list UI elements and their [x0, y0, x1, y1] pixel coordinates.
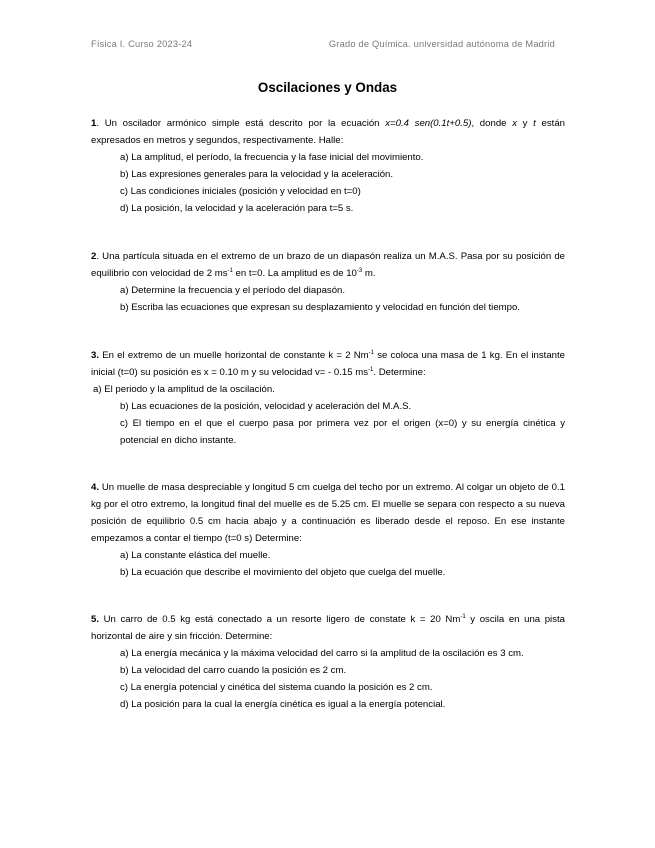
problem-5	[91, 611, 565, 713]
list-item: b) Escriba las ecuaciones que expresan su desplazamiento y velocidad en función del tiempo.	[120, 302, 520, 313]
problem-number: 2	[91, 251, 97, 262]
list-item: a) El periodo y la amplitud de la oscilación.	[93, 384, 275, 395]
list-item: b) Las ecuaciones de la posición, velocidad y aceleración del M.A.S.	[120, 401, 412, 412]
list-item: c) La energía potencial y cinética del sistema cuando la posición es 2 cm.	[120, 682, 433, 693]
problem-number: 3.	[91, 350, 100, 361]
problem-4	[91, 479, 565, 581]
problem-1	[91, 115, 565, 217]
list-item: a) La amplitud, el período, la frecuencia y la fase inicial del movimiento.	[120, 152, 424, 163]
list-item: c) Las condiciones iniciales (posición y velocidad en t=0)	[120, 186, 361, 197]
problem-statement: 3. En el extremo de un muelle horizontal de constante k = 2 $Nm^{-1}$ se coloca una masa de 1 kg. En el instante inicial (t=0) su posición es x = 0.10 m y su velocidad v= - 0.15 $ms^{-1}$. Determine:	[91, 349, 566, 378]
subquestion-list	[91, 547, 565, 581]
header-course: Física I. Curso 2023-24	[91, 39, 193, 49]
problem-number: 4.	[91, 482, 100, 493]
document-title: Oscilaciones y Ondas	[257, 80, 398, 95]
problem-number: 1	[91, 118, 97, 129]
header-institution: Grado de Química. universidad autónoma de Madrid	[328, 39, 555, 49]
list-item: a) Determine la frecuencia y el período del diapasón.	[120, 285, 346, 296]
problem-statement: 4. Un muelle de masa despreciable y longitud 5 cm cuelga del techo por un extremo. Al colgar un objeto de 0.1 kg por el otro extremo, la longitud final del muelle es de 5.25 cm. El muelle se separa con respecto a su nueva posición de equilibrio 0.5 cm hacia abajo y a continuación es liberado desde el reposo. En ese instante empezamos a contar el tiempo (t=0 s) Determine:	[91, 482, 565, 544]
list-item: c) El tiempo en el que el cuerpo pasa por primera vez por el origen (x=0) y su energía cinética y potencial en dicho instante.	[120, 418, 565, 446]
problem-statement: 1. Un oscilador armónico simple está descrito por la ecuación x=0.4 sen(0.1t+0.5), donde x y t están expresados en metros y segundos, respectivamente. Halle:	[91, 118, 566, 146]
list-item: b) La ecuación que describe el movimiento del objeto que cuelga del muelle.	[120, 567, 446, 578]
list-item: b) La velocidad del carro cuando la posición es 2 cm.	[120, 665, 347, 676]
list-item: d) La posición para la cual la energía cinética es igual a la energía potencial.	[120, 699, 446, 710]
problem-statement: 2. Una partícula situada en el extremo de un brazo de un diapasón realiza un M.A.S. Pasa por su posición de equilibrio con velocidad de 2 $ms^{-1}$ en t=0. La amplitud es de $10^{-3}$ m.	[91, 251, 565, 279]
subquestion-list	[91, 149, 565, 217]
equation: x=0.4 sen(0.1t+0.5)	[385, 118, 472, 129]
list-item: d) La posición, la velocidad y la aceleración para t=5 s.	[120, 203, 354, 214]
list-item: b) Las expresiones generales para la velocidad y la aceleración.	[120, 169, 394, 180]
subquestion-list	[91, 645, 565, 713]
subquestion-list	[91, 381, 565, 449]
problem-number: 5.	[91, 614, 100, 625]
problem-statement: 5. Un carro de 0.5 kg está conectado a un resorte ligero de constate k = 20 $Nm^{-1}$ y oscila en una pista horizontal de aire y sin fricción. Determine:	[91, 613, 565, 642]
list-item: a) La energía mecánica y la máxima velocidad del carro si la amplitud de la oscilación es 3 cm.	[120, 648, 524, 659]
subquestion-list	[91, 282, 565, 316]
list-item: a) La constante elástica del muelle.	[120, 550, 271, 561]
problem-3	[91, 347, 565, 449]
problem-2	[91, 248, 565, 316]
